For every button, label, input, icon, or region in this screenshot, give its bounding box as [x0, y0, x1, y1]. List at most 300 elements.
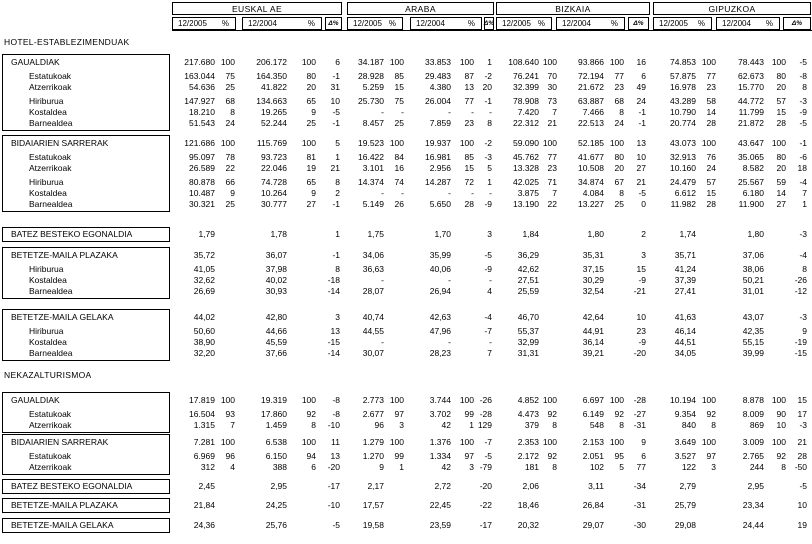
bizkaia-delta: 10	[636, 312, 646, 322]
euskal-ae-v2004: 6.538	[265, 437, 287, 447]
bizkaia-v2004: 42,64	[582, 312, 604, 322]
araba-v2004: 7.859	[429, 118, 451, 128]
table-row	[0, 71, 812, 82]
gipuzkoa-delta: -1	[799, 138, 807, 148]
araba-v2004: 14.287	[425, 177, 451, 187]
gipuzkoa-v2004: 35.065	[738, 152, 764, 162]
gipuzkoa-v2004: 8.582	[742, 163, 764, 173]
euskal-ae-delta: -1	[332, 250, 340, 260]
euskal-ae-v2005: 1,79	[198, 229, 215, 239]
araba-delta: -5	[484, 451, 492, 461]
table-row	[0, 337, 812, 348]
euskal-ae-delta: -15	[327, 337, 340, 347]
bizkaia-delta: 23	[636, 326, 646, 336]
row-label: BATEZ BESTEKO EGONALDIA	[11, 481, 133, 491]
gipuzkoa-delta: -3	[799, 312, 807, 322]
araba-delta: -26	[479, 395, 492, 405]
gipuzkoa-v2004: 31,01	[742, 286, 764, 296]
euskal-ae-v2004: 37,66	[265, 348, 287, 358]
bizkaia-pct2005: 100	[542, 395, 557, 405]
table-row	[0, 264, 812, 275]
bizkaia-pct2005: 22	[547, 199, 557, 209]
bizkaia-v2005: 31,31	[517, 348, 539, 358]
table-row	[0, 520, 812, 531]
euskal-ae-v2005: 44,02	[193, 312, 215, 322]
bizkaia-v2004: 7.466	[582, 107, 604, 117]
table-row	[0, 420, 812, 431]
araba-v2005: 28.928	[358, 71, 384, 81]
araba-v2005: 40,74	[362, 312, 384, 322]
araba-delta: -9	[484, 199, 492, 209]
bizkaia-v2004: 26,84	[582, 500, 604, 510]
gipuzkoa-pct2004: 100	[771, 57, 786, 67]
euskal-ae-pct2005: 78	[225, 152, 235, 162]
gipuzkoa-pct2005: 100	[701, 395, 716, 405]
gipuzkoa-delta: -5	[799, 57, 807, 67]
bizkaia-v2004: 36,14	[582, 337, 604, 347]
araba-pct2004: -	[471, 188, 474, 198]
araba-v2005: 28,07	[362, 286, 384, 296]
bizkaia-pct2004: 8	[619, 188, 624, 198]
araba-pct2005: 26	[394, 199, 404, 209]
bizkaia-delta: 2	[641, 229, 646, 239]
table-row	[0, 409, 812, 420]
gipuzkoa-delta: 7	[802, 188, 807, 198]
araba-pct2004: -	[471, 107, 474, 117]
araba-delta: -	[489, 107, 492, 117]
gipuzkoa-delta: 8	[802, 264, 807, 274]
gipuzkoa-pct2005: 57	[706, 177, 716, 187]
gipuzkoa-pct2005: 77	[706, 71, 716, 81]
table-row	[0, 250, 812, 261]
table-row	[0, 138, 812, 149]
gipuzkoa-pct2004: 59	[776, 177, 786, 187]
gipuzkoa-delta: 19	[797, 520, 807, 530]
euskal-ae-delta: -1	[332, 118, 340, 128]
euskal-ae-v2004: 30,93	[265, 286, 287, 296]
euskal-ae-v2004: 42,80	[265, 312, 287, 322]
euskal-ae-v2004: 388	[272, 462, 287, 472]
araba-v2004: 2,72	[434, 481, 451, 491]
euskal-ae-pct2004: 25	[306, 118, 316, 128]
gipuzkoa-delta: -26	[794, 275, 807, 285]
araba-delta: -1	[484, 96, 492, 106]
col-header-gipuzkoa-b2	[716, 17, 780, 30]
euskal-ae-v2005: 2,45	[198, 481, 215, 491]
gipuzkoa-delta: 9	[802, 326, 807, 336]
bizkaia-pct2005: 100	[542, 57, 557, 67]
col-header-pct-label: %	[467, 19, 475, 28]
araba-v2005: 1,75	[367, 229, 384, 239]
euskal-ae-pct2005: 24	[225, 118, 235, 128]
bizkaia-v2004: 72.194	[578, 71, 604, 81]
gipuzkoa-pct2004: 57	[776, 96, 786, 106]
euskal-ae-delta: 8	[335, 264, 340, 274]
araba-pct2005: 84	[394, 152, 404, 162]
euskal-ae-v2005: 217.680	[184, 57, 215, 67]
euskal-ae-v2004: 164.350	[256, 71, 287, 81]
gipuzkoa-delta: 10	[797, 500, 807, 510]
table-row	[0, 188, 812, 199]
gipuzkoa-pct2005: 100	[701, 437, 716, 447]
gipuzkoa-delta: -4	[799, 250, 807, 260]
bizkaia-delta: 10	[636, 152, 646, 162]
euskal-ae-v2005: 41,05	[193, 264, 215, 274]
bizkaia-v2004: 102	[589, 462, 604, 472]
row-label: Atzerrikoak	[29, 82, 72, 92]
gipuzkoa-delta: -8	[799, 71, 807, 81]
araba-pct2005: -	[401, 107, 404, 117]
araba-v2004: 1.376	[429, 437, 451, 447]
bizkaia-v2004: 39,21	[582, 348, 604, 358]
bizkaia-pct2005: 100	[542, 437, 557, 447]
euskal-ae-v2004: 44,66	[265, 326, 287, 336]
bizkaia-v2005: 4.473	[517, 409, 539, 419]
bizkaia-v2005: 25,59	[517, 286, 539, 296]
gipuzkoa-v2005: 43.073	[670, 138, 696, 148]
euskal-ae-v2004: 17.860	[261, 409, 287, 419]
table-row	[0, 395, 812, 406]
bizkaia-pct2004: 95	[614, 451, 624, 461]
gipuzkoa-v2005: 10.194	[670, 395, 696, 405]
gipuzkoa-v2004: 23,34	[742, 500, 764, 510]
euskal-ae-delta: -14	[327, 348, 340, 358]
gipuzkoa-v2004: 78.443	[738, 57, 764, 67]
row-label: Barnealdea	[29, 199, 73, 209]
euskal-ae-v2005: 121.686	[184, 138, 215, 148]
bizkaia-v2004: 41.677	[578, 152, 604, 162]
gipuzkoa-pct2004: 27	[776, 199, 786, 209]
euskal-ae-pct2004: 9	[311, 107, 316, 117]
araba-delta: 3	[487, 229, 492, 239]
bizkaia-pct2005: 23	[547, 163, 557, 173]
araba-pct2004: 15	[464, 163, 474, 173]
euskal-ae-delta: 21	[330, 163, 340, 173]
euskal-ae-pct2005: 100	[220, 437, 235, 447]
bizkaia-v2004: 34.874	[578, 177, 604, 187]
gipuzkoa-v2005: 11.982	[670, 199, 696, 209]
bizkaia-v2005: 22.312	[513, 118, 539, 128]
bizkaia-pct2005: 7	[552, 107, 557, 117]
bizkaia-delta: 49	[636, 82, 646, 92]
euskal-ae-v2004: 41.822	[261, 82, 287, 92]
col-header-period-label: 12/2004	[722, 19, 751, 28]
euskal-ae-pct2004: 6	[311, 462, 316, 472]
bizkaia-v2005: 4.852	[517, 395, 539, 405]
euskal-ae-v2004: 25,76	[265, 520, 287, 530]
gipuzkoa-pct2004: 80	[776, 152, 786, 162]
euskal-ae-pct2004: 81	[306, 152, 316, 162]
bizkaia-v2005: 45.762	[513, 152, 539, 162]
gipuzkoa-delta: -19	[794, 337, 807, 347]
euskal-ae-v2004: 206.172	[256, 57, 287, 67]
col-header-period-label: 12/2004	[562, 19, 591, 28]
araba-pct2004: 13	[464, 82, 474, 92]
row-label: Estatukoak	[29, 409, 72, 419]
bizkaia-delta: -1	[638, 118, 646, 128]
araba-v2005: 3.101	[362, 163, 384, 173]
gipuzkoa-v2005: 10.790	[670, 107, 696, 117]
bizkaia-v2004: 2.153	[582, 437, 604, 447]
bizkaia-v2005: 42.025	[513, 177, 539, 187]
gipuzkoa-delta: -9	[799, 107, 807, 117]
araba-v2004: 22,45	[429, 500, 451, 510]
col-header-gipuzkoa-b1	[653, 17, 712, 30]
gipuzkoa-delta: -15	[794, 348, 807, 358]
euskal-ae-delta: -14	[327, 286, 340, 296]
bizkaia-delta: -28	[633, 395, 646, 405]
gipuzkoa-pct2005: 97	[706, 451, 716, 461]
euskal-ae-delta: -5	[332, 520, 340, 530]
euskal-ae-v2005: 18.210	[189, 107, 215, 117]
table-row	[0, 57, 812, 68]
bizkaia-delta: -21	[633, 286, 646, 296]
bizkaia-v2005: 32,99	[517, 337, 539, 347]
euskal-ae-v2004: 74.728	[261, 177, 287, 187]
row-label: Barnealdea	[29, 348, 73, 358]
euskal-ae-v2005: 32,62	[193, 275, 215, 285]
araba-pct2005: 25	[394, 118, 404, 128]
bizkaia-delta: 15	[636, 264, 646, 274]
euskal-ae-v2005: 32,20	[193, 348, 215, 358]
araba-v2004: 16.981	[425, 152, 451, 162]
col-header-euskal-ae-b2	[242, 17, 322, 30]
row-label: Hiriburua	[29, 177, 64, 187]
gipuzkoa-pct2004: 100	[771, 138, 786, 148]
gipuzkoa-v2005: 34,05	[674, 348, 696, 358]
bizkaia-v2004: 52.185	[578, 138, 604, 148]
araba-v2005: 1.279	[362, 437, 384, 447]
araba-v2004: 26.004	[425, 96, 451, 106]
euskal-ae-delta: 1	[335, 229, 340, 239]
gipuzkoa-delta: -4	[799, 177, 807, 187]
araba-v2005: 2,17	[367, 481, 384, 491]
araba-v2005: 34,06	[362, 250, 384, 260]
row-label: Estatukoak	[29, 152, 72, 162]
gipuzkoa-pct2005: 76	[706, 152, 716, 162]
araba-delta: 20	[482, 82, 492, 92]
araba-pct2005: 16	[394, 163, 404, 173]
bizkaia-v2005: 3.875	[517, 188, 539, 198]
euskal-ae-v2004: 37,98	[265, 264, 287, 274]
euskal-ae-pct2005: 75	[225, 71, 235, 81]
euskal-ae-v2004: 24,25	[265, 500, 287, 510]
araba-v2005: 19,58	[362, 520, 384, 530]
euskal-ae-v2005: 26.589	[189, 163, 215, 173]
bizkaia-pct2004: 100	[609, 138, 624, 148]
row-label: Hiriburua	[29, 96, 64, 106]
araba-delta: 1	[487, 177, 492, 187]
bizkaia-delta: 27	[636, 163, 646, 173]
bizkaia-pct2004: 23	[614, 82, 624, 92]
bizkaia-v2005: 379	[524, 420, 539, 430]
araba-pct2004: 97	[464, 451, 474, 461]
euskal-ae-delta: -5	[332, 107, 340, 117]
gipuzkoa-v2004: 39,99	[742, 348, 764, 358]
col-header-bizkaia-b2	[556, 17, 625, 30]
araba-delta: -7	[484, 437, 492, 447]
row-label: Atzerrikoak	[29, 420, 72, 430]
euskal-ae-v2005: 312	[200, 462, 215, 472]
euskal-ae-pct2004: 80	[306, 71, 316, 81]
header-divider	[172, 30, 812, 31]
bizkaia-v2005: 20,32	[517, 520, 539, 530]
col-header-pct-label: %	[221, 19, 229, 28]
col-header-gipuzkoa-delta: Δ%	[783, 17, 811, 30]
table-row	[0, 275, 812, 286]
gipuzkoa-delta: 8	[802, 82, 807, 92]
gipuzkoa-v2004: 42,35	[742, 326, 764, 336]
araba-v2005: 14.374	[358, 177, 384, 187]
row-label: Hiriburua	[29, 264, 64, 274]
euskal-ae-pct2005: 25	[225, 199, 235, 209]
euskal-ae-delta: 5	[335, 138, 340, 148]
euskal-ae-v2005: 24,36	[193, 520, 215, 530]
col-header-araba-delta: Δ%	[484, 17, 494, 30]
araba-pct2004: 85	[464, 152, 474, 162]
bizkaia-delta: 9	[641, 437, 646, 447]
row-label: Hiriburua	[29, 326, 64, 336]
araba-v2005: 19.523	[358, 138, 384, 148]
euskal-ae-pct2005: 100	[220, 395, 235, 405]
bizkaia-pct2005: 8	[552, 462, 557, 472]
group-box-betetze-maila-gelaka	[0, 518, 812, 533]
euskal-ae-pct2005: 100	[220, 57, 235, 67]
euskal-ae-delta: 31	[330, 82, 340, 92]
euskal-ae-v2005: 10.487	[189, 188, 215, 198]
euskal-ae-v2005: 6.969	[193, 451, 215, 461]
euskal-ae-v2005: 95.097	[189, 152, 215, 162]
gipuzkoa-delta: 28	[797, 451, 807, 461]
araba-v2005: -	[381, 107, 384, 117]
bizkaia-v2004: 10.508	[578, 163, 604, 173]
gipuzkoa-pct2004: 8	[781, 462, 786, 472]
bizkaia-v2005: 2.353	[517, 437, 539, 447]
bizkaia-v2004: 6.697	[582, 395, 604, 405]
araba-v2005: 34.187	[358, 57, 384, 67]
araba-v2004: 29.483	[425, 71, 451, 81]
euskal-ae-pct2004: 100	[301, 395, 316, 405]
row-label: BETETZE-MAILA PLAZAKA	[11, 500, 118, 510]
gipuzkoa-delta: 1	[802, 199, 807, 209]
euskal-ae-delta: 2	[335, 188, 340, 198]
col-header-pct-label: %	[697, 19, 705, 28]
bizkaia-pct2004: 100	[609, 57, 624, 67]
gipuzkoa-delta: -3	[799, 96, 807, 106]
euskal-ae-v2004: 115.769	[256, 138, 287, 148]
group-box-batez-besteko-egonaldia	[0, 479, 812, 494]
row-label: GAUALDIAK	[11, 395, 60, 405]
gipuzkoa-v2004: 44.772	[738, 96, 764, 106]
bizkaia-v2004: 4.084	[582, 188, 604, 198]
bizkaia-v2004: 3,11	[588, 481, 604, 491]
gipuzkoa-v2004: 43.647	[738, 138, 764, 148]
euskal-ae-pct2004: 100	[301, 57, 316, 67]
bizkaia-delta: 6	[641, 71, 646, 81]
row-label: Atzerrikoak	[29, 163, 72, 173]
bizkaia-delta: -20	[633, 348, 646, 358]
gipuzkoa-v2005: 122	[681, 462, 696, 472]
euskal-ae-pct2004: 9	[311, 188, 316, 198]
araba-pct2004: 87	[464, 71, 474, 81]
gipuzkoa-v2004: 244	[749, 462, 764, 472]
euskal-ae-delta: 1	[335, 152, 340, 162]
euskal-ae-v2004: 93.723	[261, 152, 287, 162]
gipuzkoa-pct2004: 100	[771, 395, 786, 405]
araba-v2004: 26,94	[429, 286, 451, 296]
gipuzkoa-delta: -5	[799, 481, 807, 491]
bizkaia-v2004: 32,54	[582, 286, 604, 296]
row-label: Barnealdea	[29, 118, 73, 128]
bizkaia-v2004: 6.149	[582, 409, 604, 419]
araba-delta: -7	[484, 326, 492, 336]
araba-v2005: 44,55	[362, 326, 384, 336]
section-title-nekazalturismoa: NEKAZALTURISMOA	[4, 370, 92, 380]
gipuzkoa-v2005: 43.289	[670, 96, 696, 106]
araba-pct2004: 28	[464, 199, 474, 209]
bizkaia-delta: 16	[636, 57, 646, 67]
row-label: BETETZE-MAILA PLAZAKA	[11, 250, 118, 260]
group-box-betetze-maila-gelaka	[0, 309, 812, 361]
gipuzkoa-v2005: 27,41	[674, 286, 696, 296]
euskal-ae-delta: 13	[330, 451, 340, 461]
euskal-ae-v2005: 54.636	[189, 82, 215, 92]
table-row	[0, 286, 812, 297]
bizkaia-v2004: 2.051	[582, 451, 604, 461]
araba-v2004: 4.380	[429, 82, 451, 92]
araba-delta: 8	[487, 118, 492, 128]
bizkaia-pct2005: 30	[547, 82, 557, 92]
bizkaia-pct2005: 92	[547, 451, 557, 461]
araba-pct2005: 97	[394, 409, 404, 419]
gipuzkoa-v2005: 840	[681, 420, 696, 430]
araba-delta: 4	[487, 286, 492, 296]
gipuzkoa-v2004: 3.009	[742, 437, 764, 447]
gipuzkoa-v2005: 2,79	[679, 481, 696, 491]
euskal-ae-v2004: 36,07	[265, 250, 287, 260]
bizkaia-pct2004: 24	[614, 118, 624, 128]
bizkaia-v2005: 7.420	[517, 107, 539, 117]
gipuzkoa-v2004: 38,06	[742, 264, 764, 274]
bizkaia-pct2005: 77	[547, 152, 557, 162]
group-box-betetze-maila-plazaka	[0, 498, 812, 513]
col-header-period-label: 12/2005	[659, 19, 688, 28]
euskal-ae-delta: -8	[332, 409, 340, 419]
row-label: Estatukoak	[29, 71, 72, 81]
araba-pct2005: 1	[399, 462, 404, 472]
bizkaia-v2004: 44,91	[582, 326, 604, 336]
gipuzkoa-v2004: 21.872	[738, 118, 764, 128]
euskal-ae-v2005: 80.878	[189, 177, 215, 187]
region-header-bizkaia: BIZKAIA	[496, 2, 650, 15]
row-label: Estatukoak	[29, 451, 72, 461]
row-label: BETETZE-MAILA GELAKA	[11, 520, 114, 530]
araba-v2005: 30,07	[362, 348, 384, 358]
bizkaia-delta: -34	[633, 481, 646, 491]
araba-delta: -17	[479, 520, 492, 530]
euskal-ae-v2004: 52.244	[261, 118, 287, 128]
euskal-ae-delta: -10	[327, 420, 340, 430]
bizkaia-v2004: 63.887	[578, 96, 604, 106]
row-label: BIDAIARIEN SARRERAK	[11, 437, 109, 447]
bizkaia-pct2004: 68	[614, 96, 624, 106]
gipuzkoa-v2005: 37,39	[674, 275, 696, 285]
row-label: Kostaldea	[29, 337, 67, 347]
gipuzkoa-v2004: 25.567	[738, 177, 764, 187]
araba-pct2005: 100	[389, 57, 404, 67]
col-header-period-label: 12/2004	[416, 19, 445, 28]
bizkaia-delta: 21	[636, 177, 646, 187]
